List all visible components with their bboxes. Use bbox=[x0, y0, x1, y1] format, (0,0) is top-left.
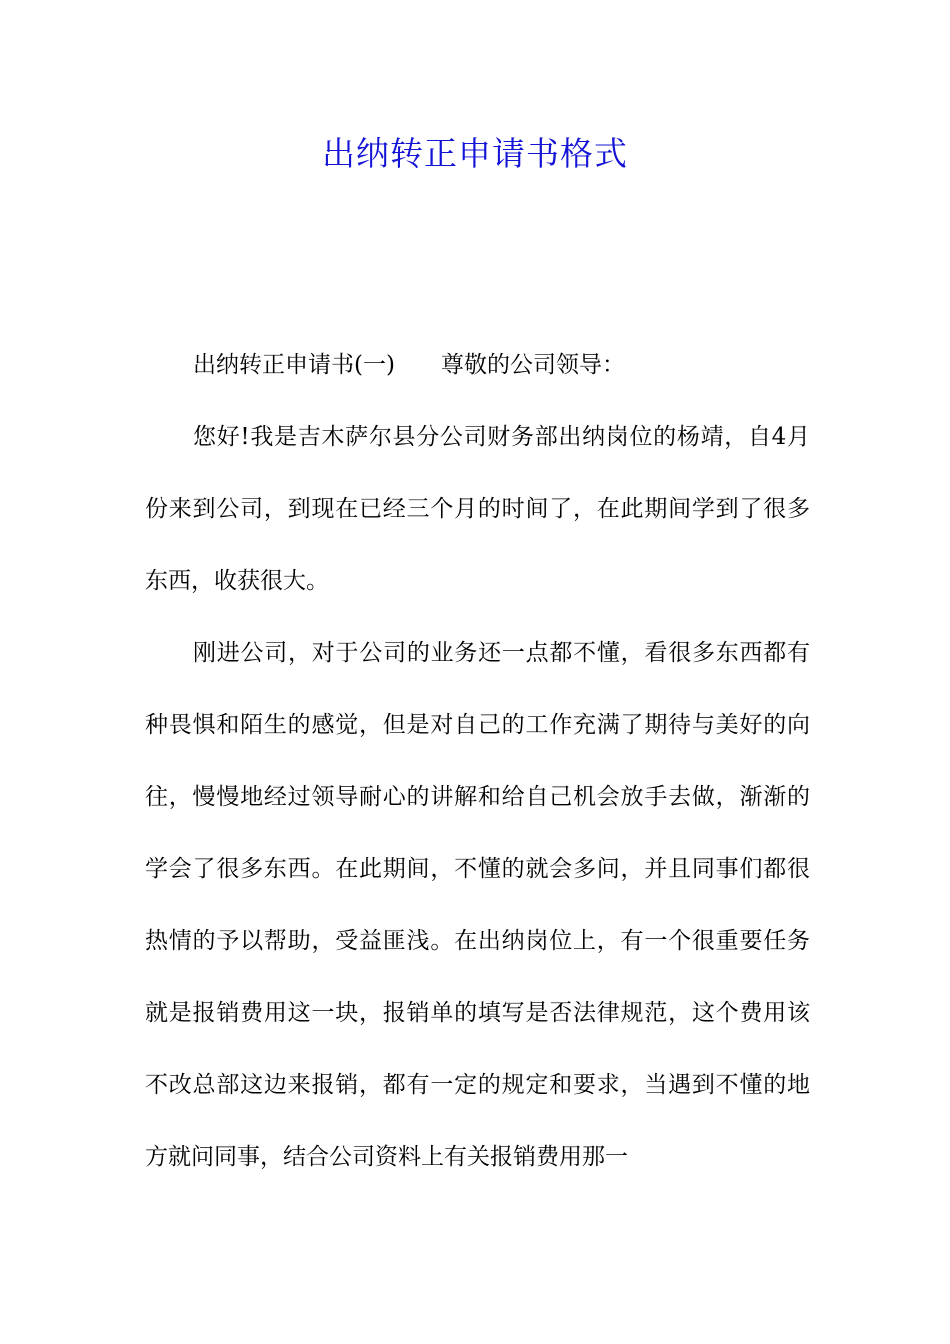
paragraph-heading-line: 出纳转正申请书(一) 尊敬的公司领导： bbox=[193, 352, 625, 378]
paragraph-greeting: 您好!我是吉木萨尔县分公司财务部出纳岗位的杨靖，自4月份来到公司，到现在已经三个月的时间了，在此期间学到了很多东西，收获很大。 bbox=[145, 424, 810, 594]
document-title: 出纳转正申请书格式 bbox=[322, 134, 628, 173]
paragraph-experience: 刚进公司，对于公司的业务还一点都不懂，看很多东西都有种畏惧和陌生的感觉，但是对自己的工作充满了期待与美好的向往，慢慢地经过领导耐心的讲解和给自己机会放手去做，渐渐的学会了很多东西。在此期间，不懂的就会多问，并且同事们都很热情的予以帮助，受益匪浅。在出纳岗位上，有一个很重要任务就是报销费用这一块，报销单的填写是否法律规范，这个费用该不改总部这边来报销，都有一定的规定和要求，当遇到不懂的地方就问同事，结合公司资料上有关报销费用那一 bbox=[145, 640, 810, 1170]
document-body bbox=[145, 329, 810, 1193]
